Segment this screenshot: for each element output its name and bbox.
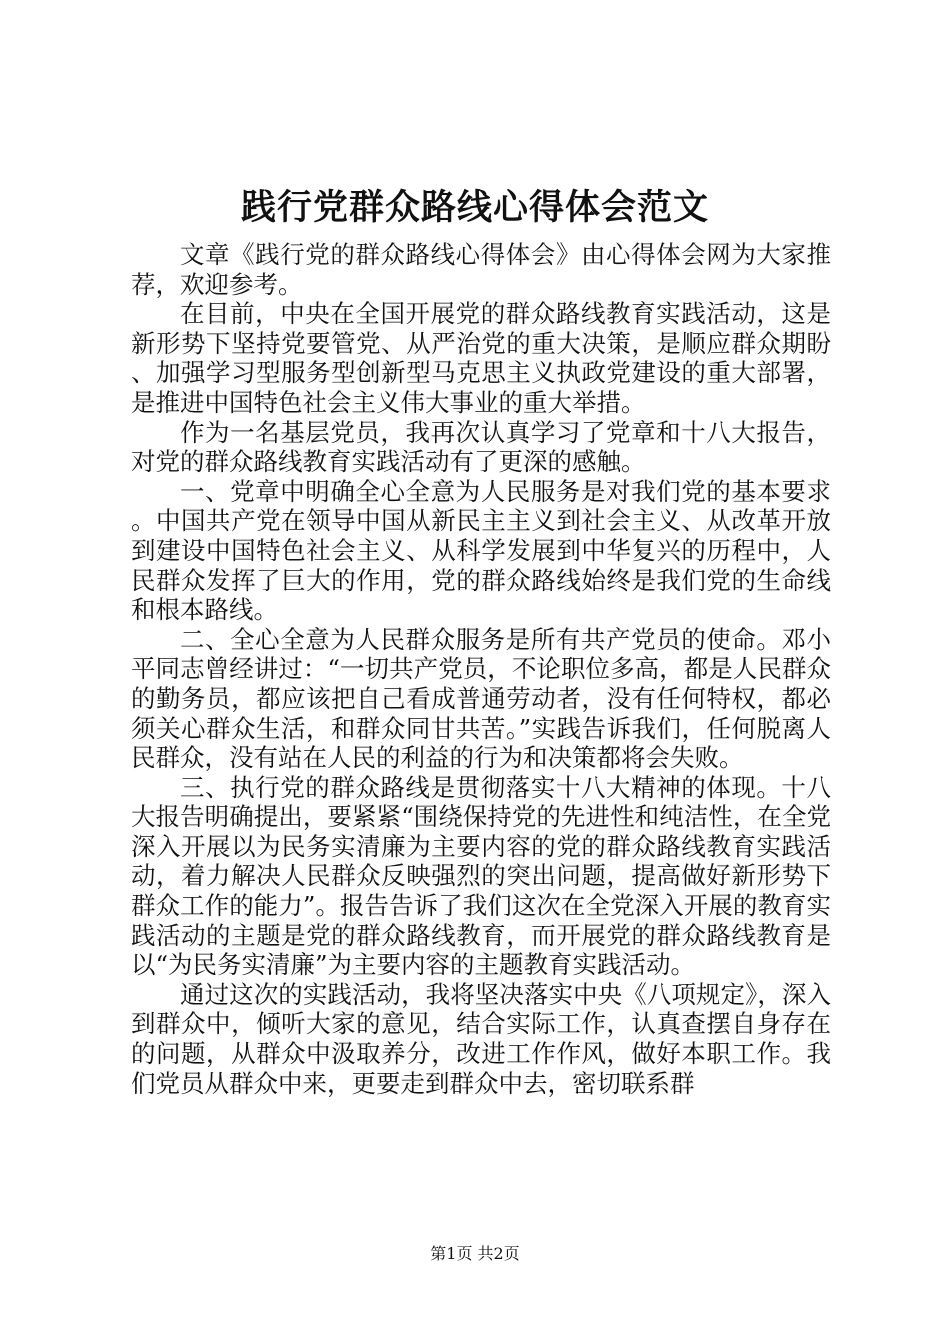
document-title: 践行党群众路线心得体会范文 (240, 188, 709, 228)
paragraph-point-one: 一、党章中明确全心全意为人民服务是对我们党的基本要求。中国共产党在领导中国从新民主主义到社会主义、从改革开放到建设中国特色社会主义、从科学发展到中华复兴的历程中，人民群众发挥了巨大的作用，党的群众路线始终是我们党的生命线和根本路线。 (131, 476, 831, 625)
paragraph-point-three: 三、执行党的群众路线是贯彻落实十八大精神的体现。十八大报告明确提出，要紧紧“围绕保持党的先进性和纯洁性，在全党深入开展以为民务实清廉为主要内容的党的群众路线教育实践活动，着力解决人民群众反映强烈的突出问题，提高做好新形势下群众工作的能力”。报告告诉了我们这次在全党深入开展的教育实践活动的主题是党的群众路线教育，而开展党的群众路线教育是以“为民务实清廉”为主要内容的主题教育实践活动。 (131, 772, 831, 980)
document-body (131, 240, 831, 1098)
paragraph-conclusion: 通过这次的实践活动，我将坚决落实中央《八项规定》，深入到群众中，倾听大家的意见，结合实际工作，认真查摆自身存在的问题，从群众中汲取养分，改进工作作风，做好本职工作。我们党员从群众中来，更要走到群众中去，密切联系群 (131, 979, 831, 1098)
page-number-footer: 第1页 共2页 (430, 1244, 520, 1263)
paragraph-intro: 文章《践行党的群众路线心得体会》由心得体会网为大家推荐，欢迎参考。 (131, 240, 831, 299)
paragraph-reflection: 作为一名基层党员，我再次认真学习了党章和十八大报告，对党的群众路线教育实践活动有了更深的感触。 (131, 417, 831, 477)
paragraph-background: 在目前，中央在全国开展党的群众路线教育实践活动，这是新形势下坚持党要管党、从严治党的重大决策，是顺应群众期盼、加强学习型服务型创新型马克思主义执政党建设的重大部署，是推进中国特色社会主义伟大事业的重大举措。 (131, 299, 831, 417)
paragraph-point-two: 二、全心全意为人民群众服务是所有共产党员的使命。邓小平同志曾经讲过：“一切共产党员，不论职位多高，都是人民群众的勤务员，都应该把自己看成普通劳动者，没有任何特权，都必须关心群众生活，和群众同甘共苦。”实践告诉我们，任何脱离人民群众，没有站在人民的利益的行为和决策都将会失败。 (131, 624, 831, 773)
